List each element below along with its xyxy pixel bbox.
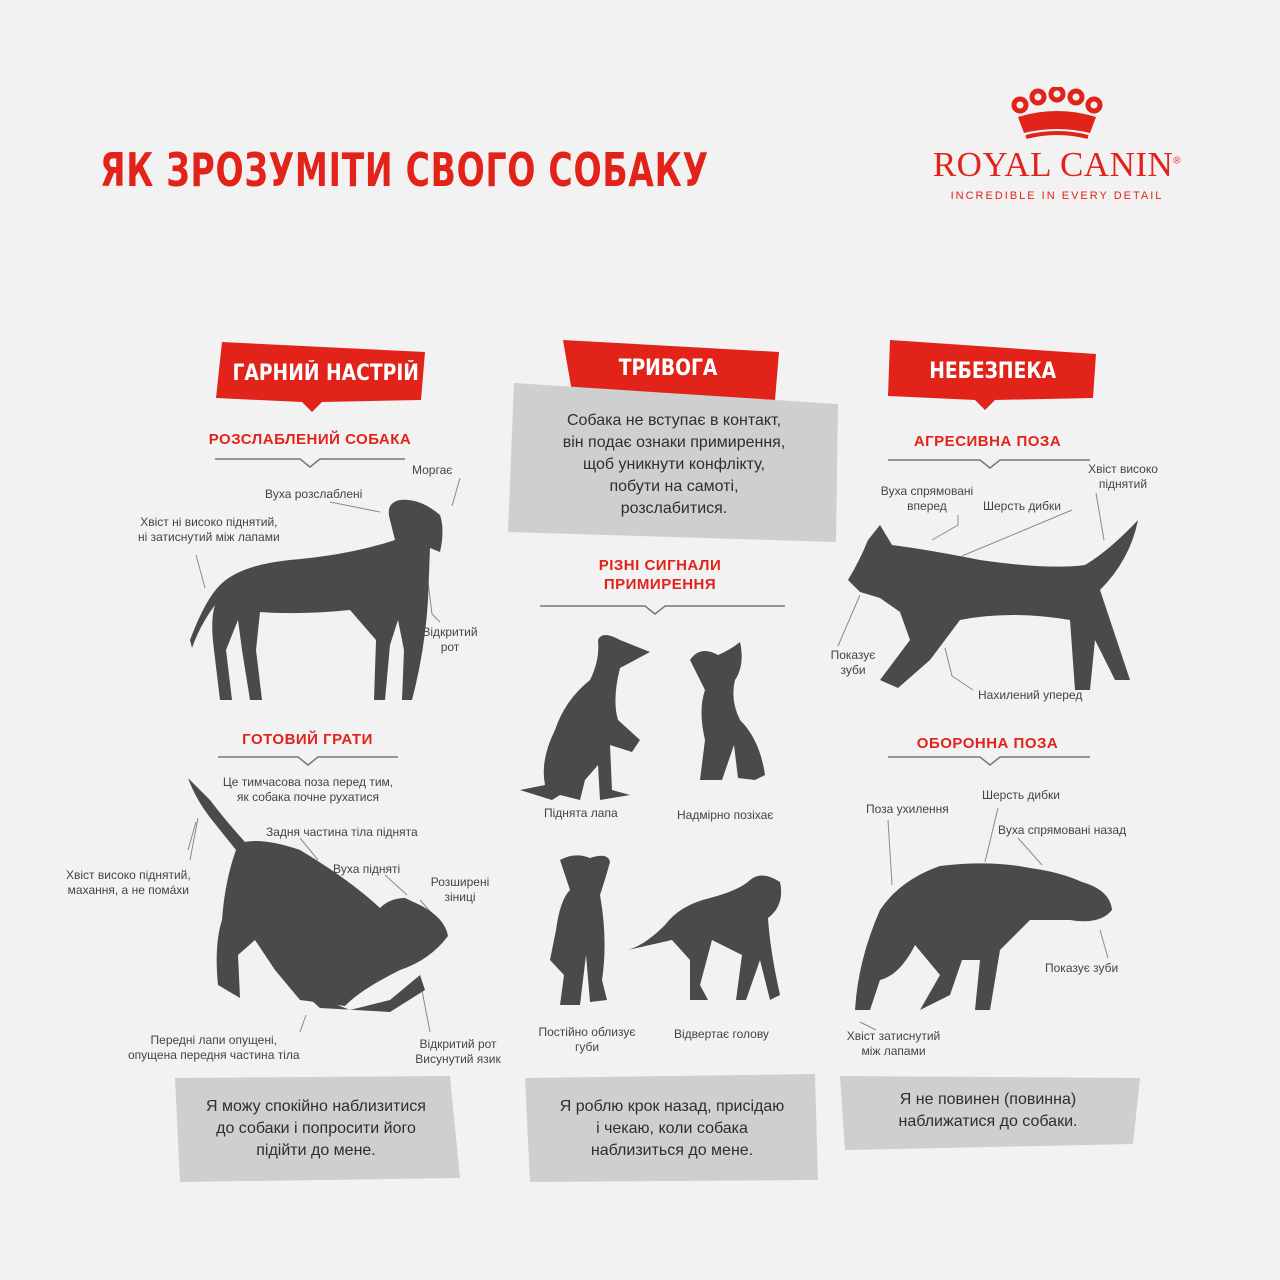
label-open-mouth-tongue: Відкритий рот Висунутий язик <box>415 1037 501 1066</box>
label-shows-teeth-def: Показує зуби <box>1045 961 1119 975</box>
label-rear-raised: Задня частина тіла піднята <box>266 825 418 839</box>
label-raised-paw: Піднята лапа <box>544 806 618 820</box>
banner-good-mood: ГАРНИЙ НАСТРІЙ <box>232 361 419 386</box>
page-title: ЯК ЗРОЗУМІТИ СВОГО СОБАКУ <box>100 143 709 197</box>
raised-paw-dog <box>520 635 650 800</box>
label-shows-teeth-aggr: Показує зуби <box>830 648 876 677</box>
defensive-dog <box>855 863 1112 1010</box>
label-dilated-pupils: Розширені зіниці <box>430 875 490 904</box>
brand-tagline: INCREDIBLE IN EVERY DETAIL <box>950 190 1164 202</box>
label-ears-back: Вуха спрямовані назад <box>998 823 1127 837</box>
section-defensive-pose: ОБОРОННА ПОЗА <box>916 735 1059 752</box>
label-open-mouth-relaxed: Відкритий рот <box>422 625 478 654</box>
section-aggressive-pose: АГРЕСИВНА ПОЗА <box>913 433 1062 450</box>
label-tail-tucked: Хвіст затиснутий між лапами <box>846 1029 941 1058</box>
label-head-turning: Відвертає голову <box>674 1027 769 1041</box>
label-ears-forward: Вуха спрямовані вперед <box>880 484 974 513</box>
play-subtitle: Це тимчасова поза перед тим, як собака почне рухатися <box>222 775 394 804</box>
label-lip-licking: Постійно облизує губи <box>538 1025 636 1054</box>
label-tail-neutral: Хвіст ні високо піднятий, ні затиснутий між лапами <box>138 515 280 544</box>
label-tail-high-aggr: Хвіст високо піднятий <box>1088 462 1158 491</box>
banner-danger: НЕБЕЗПЕКА <box>929 359 1056 384</box>
brand-name: ROYAL CANIN® <box>932 145 1182 184</box>
head-turning-dog <box>628 875 781 1000</box>
section-relaxed-dog: РОЗСЛАБЛЕНИЙ СОБАКА <box>208 431 412 448</box>
section-appeasement: РІЗНІ СИГНАЛИ ПРИМИРЕННЯ <box>598 557 722 593</box>
label-tail-high-wagging: Хвіст високо піднятий, махання, а не помáхи <box>66 868 191 897</box>
sep-def <box>888 757 1090 765</box>
label-avoidance-pose: Поза ухилення <box>866 802 949 816</box>
advice-alarm: Я роблю крок назад, присідаю і чекаю, коли собака наблизиться до мене. <box>559 1098 785 1159</box>
label-leaning-forward: Нахилений уперед <box>978 688 1083 702</box>
label-front-paws-down: Передні лапи опущені, опущена передня частина тіла <box>128 1033 300 1062</box>
advice-danger: Я не повинен (повинна) наближатися до собаки. <box>898 1091 1078 1130</box>
label-hackles-def: Шерсть дибки <box>982 788 1060 802</box>
label-ears-up: Вуха підняті <box>333 862 401 876</box>
play-bow-dog <box>188 778 448 1012</box>
label-hackles-aggr: Шерсть дибки <box>983 499 1061 513</box>
label-ears-relaxed: Вуха розслаблені <box>265 487 363 501</box>
sep-play <box>218 757 398 765</box>
label-blinks: Моргає <box>412 463 453 477</box>
sep-aggr <box>888 460 1090 468</box>
aggressive-dog <box>848 520 1138 690</box>
sep-relaxed <box>215 459 405 467</box>
sep-appease <box>540 606 785 614</box>
label-yawning: Надмірно позіхає <box>677 808 774 822</box>
section-ready-to-play: ГОТОВИЙ ГРАТИ <box>242 731 373 748</box>
banner-alarm: ТРИВОГА <box>618 356 718 381</box>
lip-licking-dog <box>550 855 610 1005</box>
alarm-intro-text: Собака не вступає в контакт, він подає ознаки примирення, щоб уникнути конфлікту, побути на самоті, розслабитися. <box>562 412 786 517</box>
yawning-dog <box>690 642 765 780</box>
advice-good-mood: Я можу спокійно наблизитися до собаки і попросити його підійти до мене. <box>206 1098 426 1159</box>
